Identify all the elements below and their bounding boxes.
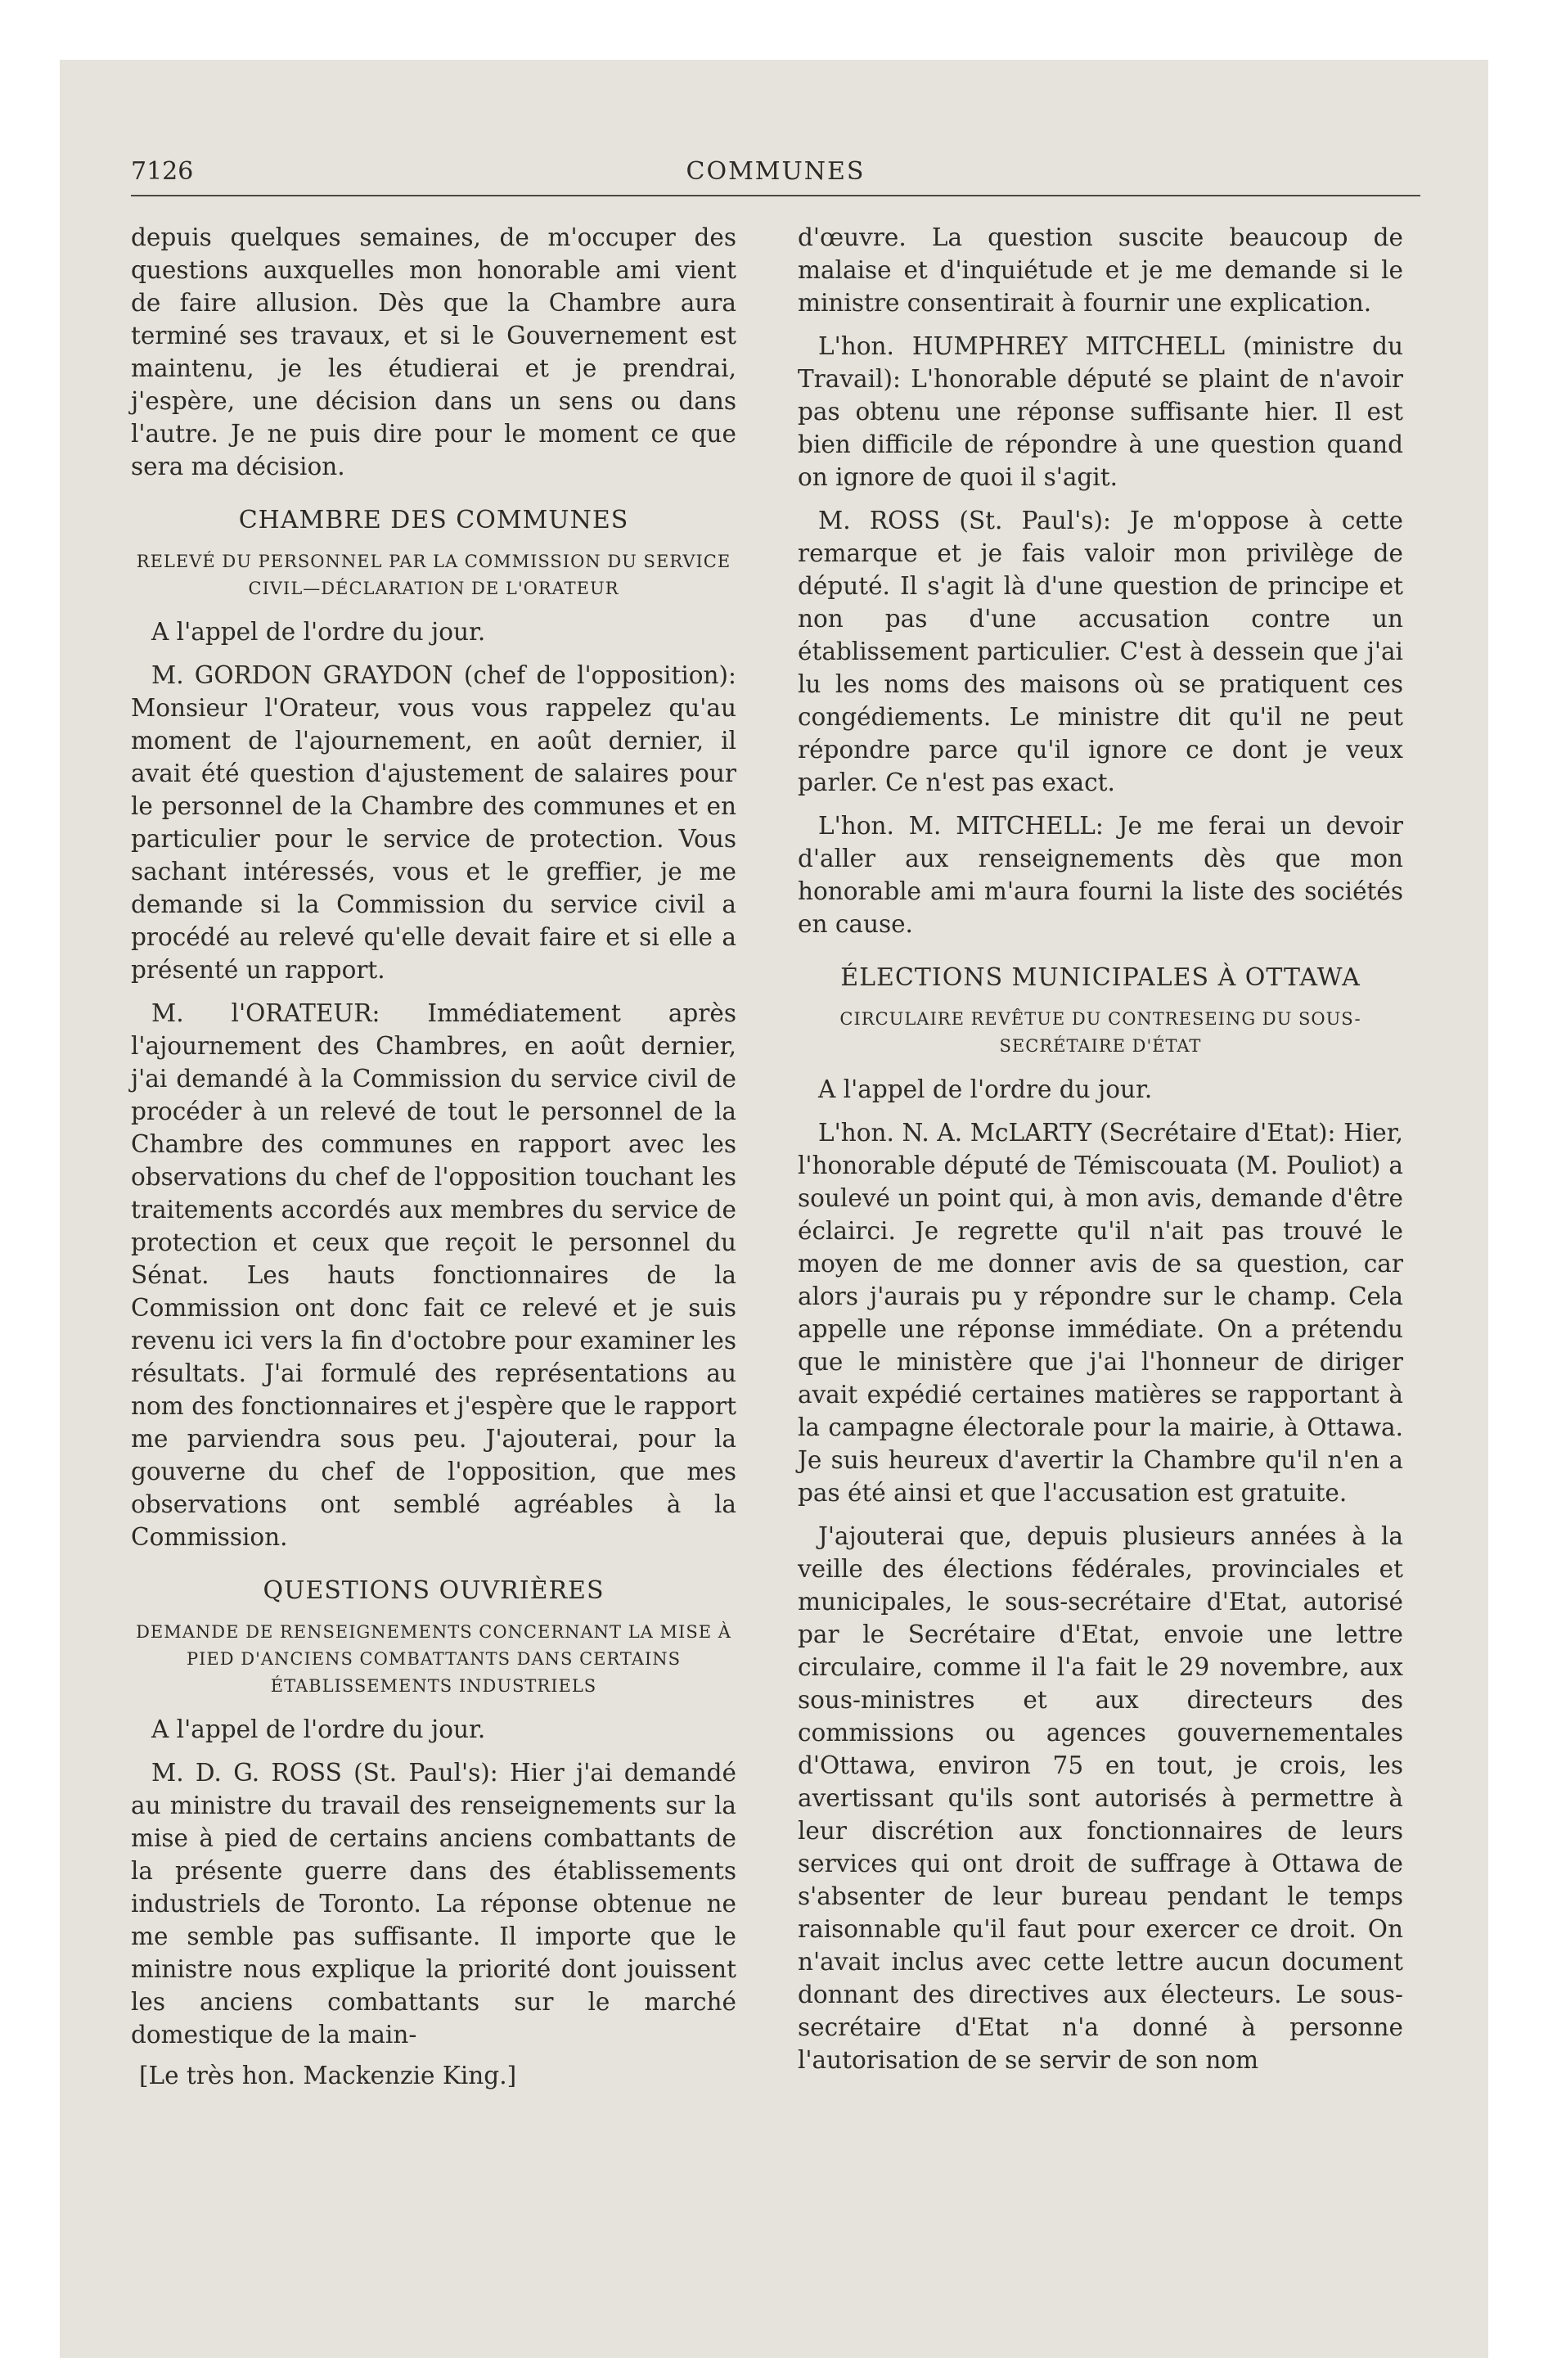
subheading-releve: RELEVÉ DU PERSONNEL PAR LA COMMISSION DU SERVICE CIVIL—DÉCLARATION DE L'ORATEUR [136, 552, 731, 598]
paragraph-appel: A l'appel de l'ordre du jour. [818, 1075, 1153, 1103]
right-column [798, 221, 1403, 2087]
paragraph-mitchell: L'hon. M. MITCHELL: Je me ferai un devoir d'aller aux renseignements dès que mon honorable ami m'aura fourni la liste des sociétés en cause. [798, 812, 1403, 938]
paragraph-intro: depuis quelques semaines, de m'occuper des questions auxquelles mon honorable ami vient de faire allusion. Dès que la Chambre aura terminé ses travaux, et si le Gouvernement est maintenu, je les étudierai et je prendrai, j'espère, une décision dans un sens ou dans l'autre. Je ne puis dire pour le moment ce que sera ma décision. [131, 223, 736, 480]
page-header [131, 156, 1420, 195]
paragraph-mclarty: L'hon. N. A. McLARTY (Secrétaire d'Etat): Hier, l'honorable député de Témiscouata (M. Pouliot) a soulevé un point qui, à mon avis, demande d'être éclairci. Je regrette qu'il n'ait pas trouvé le moyen de me donner avis de sa question, car alors j'aurais pu y répondre sur le champ. Cela appelle une réponse immédiate. On a prétendu que le ministère que j'ai l'honneur de diriger avait expédié certaines matières se rapportant à la campagne électorale pour la mairie, à Ottawa. Je suis heureux d'avertir la Chambre qu'il n'en a pas été ainsi et que l'accusation est gratuite. [798, 1119, 1403, 1507]
paragraph-graydon: M. GORDON GRAYDON (chef de l'opposition): Monsieur l'Orateur, vous vous rappelez qu'au moment de l'ajournement, en août dernier, il avait été question d'ajustement de salaires pour le personnel de la Chambre des communes et en particulier pour le service de protection. Vous sachant intéressés, vous et le greffier, je me demande si la Commission du service civil a procédé au relevé qu'elle devait faire et si elle a présenté un rapport. [131, 661, 736, 984]
subheading-circulaire: CIRCULAIRE REVÊTUE DU CONTRESEING DU SOUS-SECRÉTAIRE D'ÉTAT [839, 1009, 1361, 1056]
paragraph-orateur: M. l'ORATEUR: Immédiatement après l'ajournement des Chambres, en août dernier, j'ai demandé à la Commission du service civil de procéder à un relevé de tout le personnel de la Chambre des communes en rapport avec les observations du chef de l'opposition touchant les traitements accordés aux membres du service de protection et ceux que reçoit le personnel du Sénat. Les hauts fonctionnaires de la Commission ont donc fait ce relevé et je suis revenu ici vers la fin d'octobre pour examiner les résultats. J'ai formulé des représentations au nom des fonctionnaires et j'espère que le rapport me parviendra sous peu. J'ajouterai, pour la gouverne du chef de l'opposition, que mes observations ont semblé agréables à la Commission. [131, 999, 736, 1551]
section-heading-questions: QUESTIONS OUVRIÈRES [263, 1576, 605, 1605]
paragraph-mitchell: L'hon. HUMPHREY MITCHELL (ministre du Travail): L'honorable député se plaint de n'avoir pas obtenu une réponse suffisante hier. Il est bien difficile de répondre à une question quand on ignore de quoi il s'agit. [798, 332, 1403, 491]
header-rule [131, 195, 1420, 196]
page-number: 7126 [131, 157, 194, 186]
speaker-footnote: [Le très hon. Mackenzie King.] [139, 2062, 517, 2089]
paragraph-ross: M. D. G. ROSS (St. Paul's): Hier j'ai demandé au ministre du travail des renseignements sur la mise à pied de certains anciens combattants de la présente guerre dans des établissements industriels de Toronto. La réponse obtenue ne me semble pas suffisante. Il importe que le ministre nous explique la priorité dont jouissent les anciens combattants sur le marché domestique de la main- [131, 1759, 736, 2049]
paragraph-appel: A l'appel de l'ordre du jour. [151, 1715, 486, 1743]
paragraph-ajouterai: J'ajouterai que, depuis plusieurs années à la veille des élections fédérales, provinciales et municipales, le sous-secrétaire d'Etat, autorisé par le Secrétaire d'Etat, envoie une lettre circulaire, comme il l'a fait le 29 novembre, aux sous-ministres et aux directeurs des commissions ou agences gouvernementales d'Ottawa, environ 75 en tout, je crois, les avertissant qu'ils sont autorisés à permettre à leur discrétion aux fonctionnaires de leurs services qui ont droit de suffrage à Ottawa de s'absenter de leur bureau pendant le temps raisonnable qu'il faut pour exercer ce droit. On n'avait inclus avec cette lettre aucun document donnant des directives aux électeurs. Le sous-secrétaire d'Etat n'a donné à personne l'autorisation de se servir de son nom [798, 1522, 1403, 2074]
running-title: COMMUNES [686, 157, 866, 186]
left-column [131, 221, 736, 2103]
paragraph-appel: A l'appel de l'ordre du jour. [151, 618, 486, 646]
subheading-demande: DEMANDE DE RENSEIGNEMENTS CONCERNANT LA MISE À PIED D'ANCIENS COMBATTANTS DANS CERTAINS ÉTABLISSEMENTS INDUSTRIELS [136, 1622, 731, 1696]
paragraph-ross: M. ROSS (St. Paul's): Je m'oppose à cette remarque et je fais valoir mon privilège de député. Il s'agit là d'une question de principe et non pas d'une accusation contre un établissement particulier. C'est à dessein que j'ai lu les noms des maisons où se pratiquent ces congédiements. Le ministre dit qu'il ne peut répondre parce qu'il ignore ce dont je veux parler. Ce n'est pas exact. [798, 507, 1403, 796]
section-heading-elections: ÉLECTIONS MUNICIPALES À OTTAWA [840, 963, 1361, 992]
section-heading-chambre: CHAMBRE DES COMMUNES [238, 506, 629, 534]
paragraph-continuation: d'œuvre. La question suscite beaucoup de malaise et d'inquiétude et je me demande si le ministre consentirait à fournir une explication. [798, 223, 1403, 317]
